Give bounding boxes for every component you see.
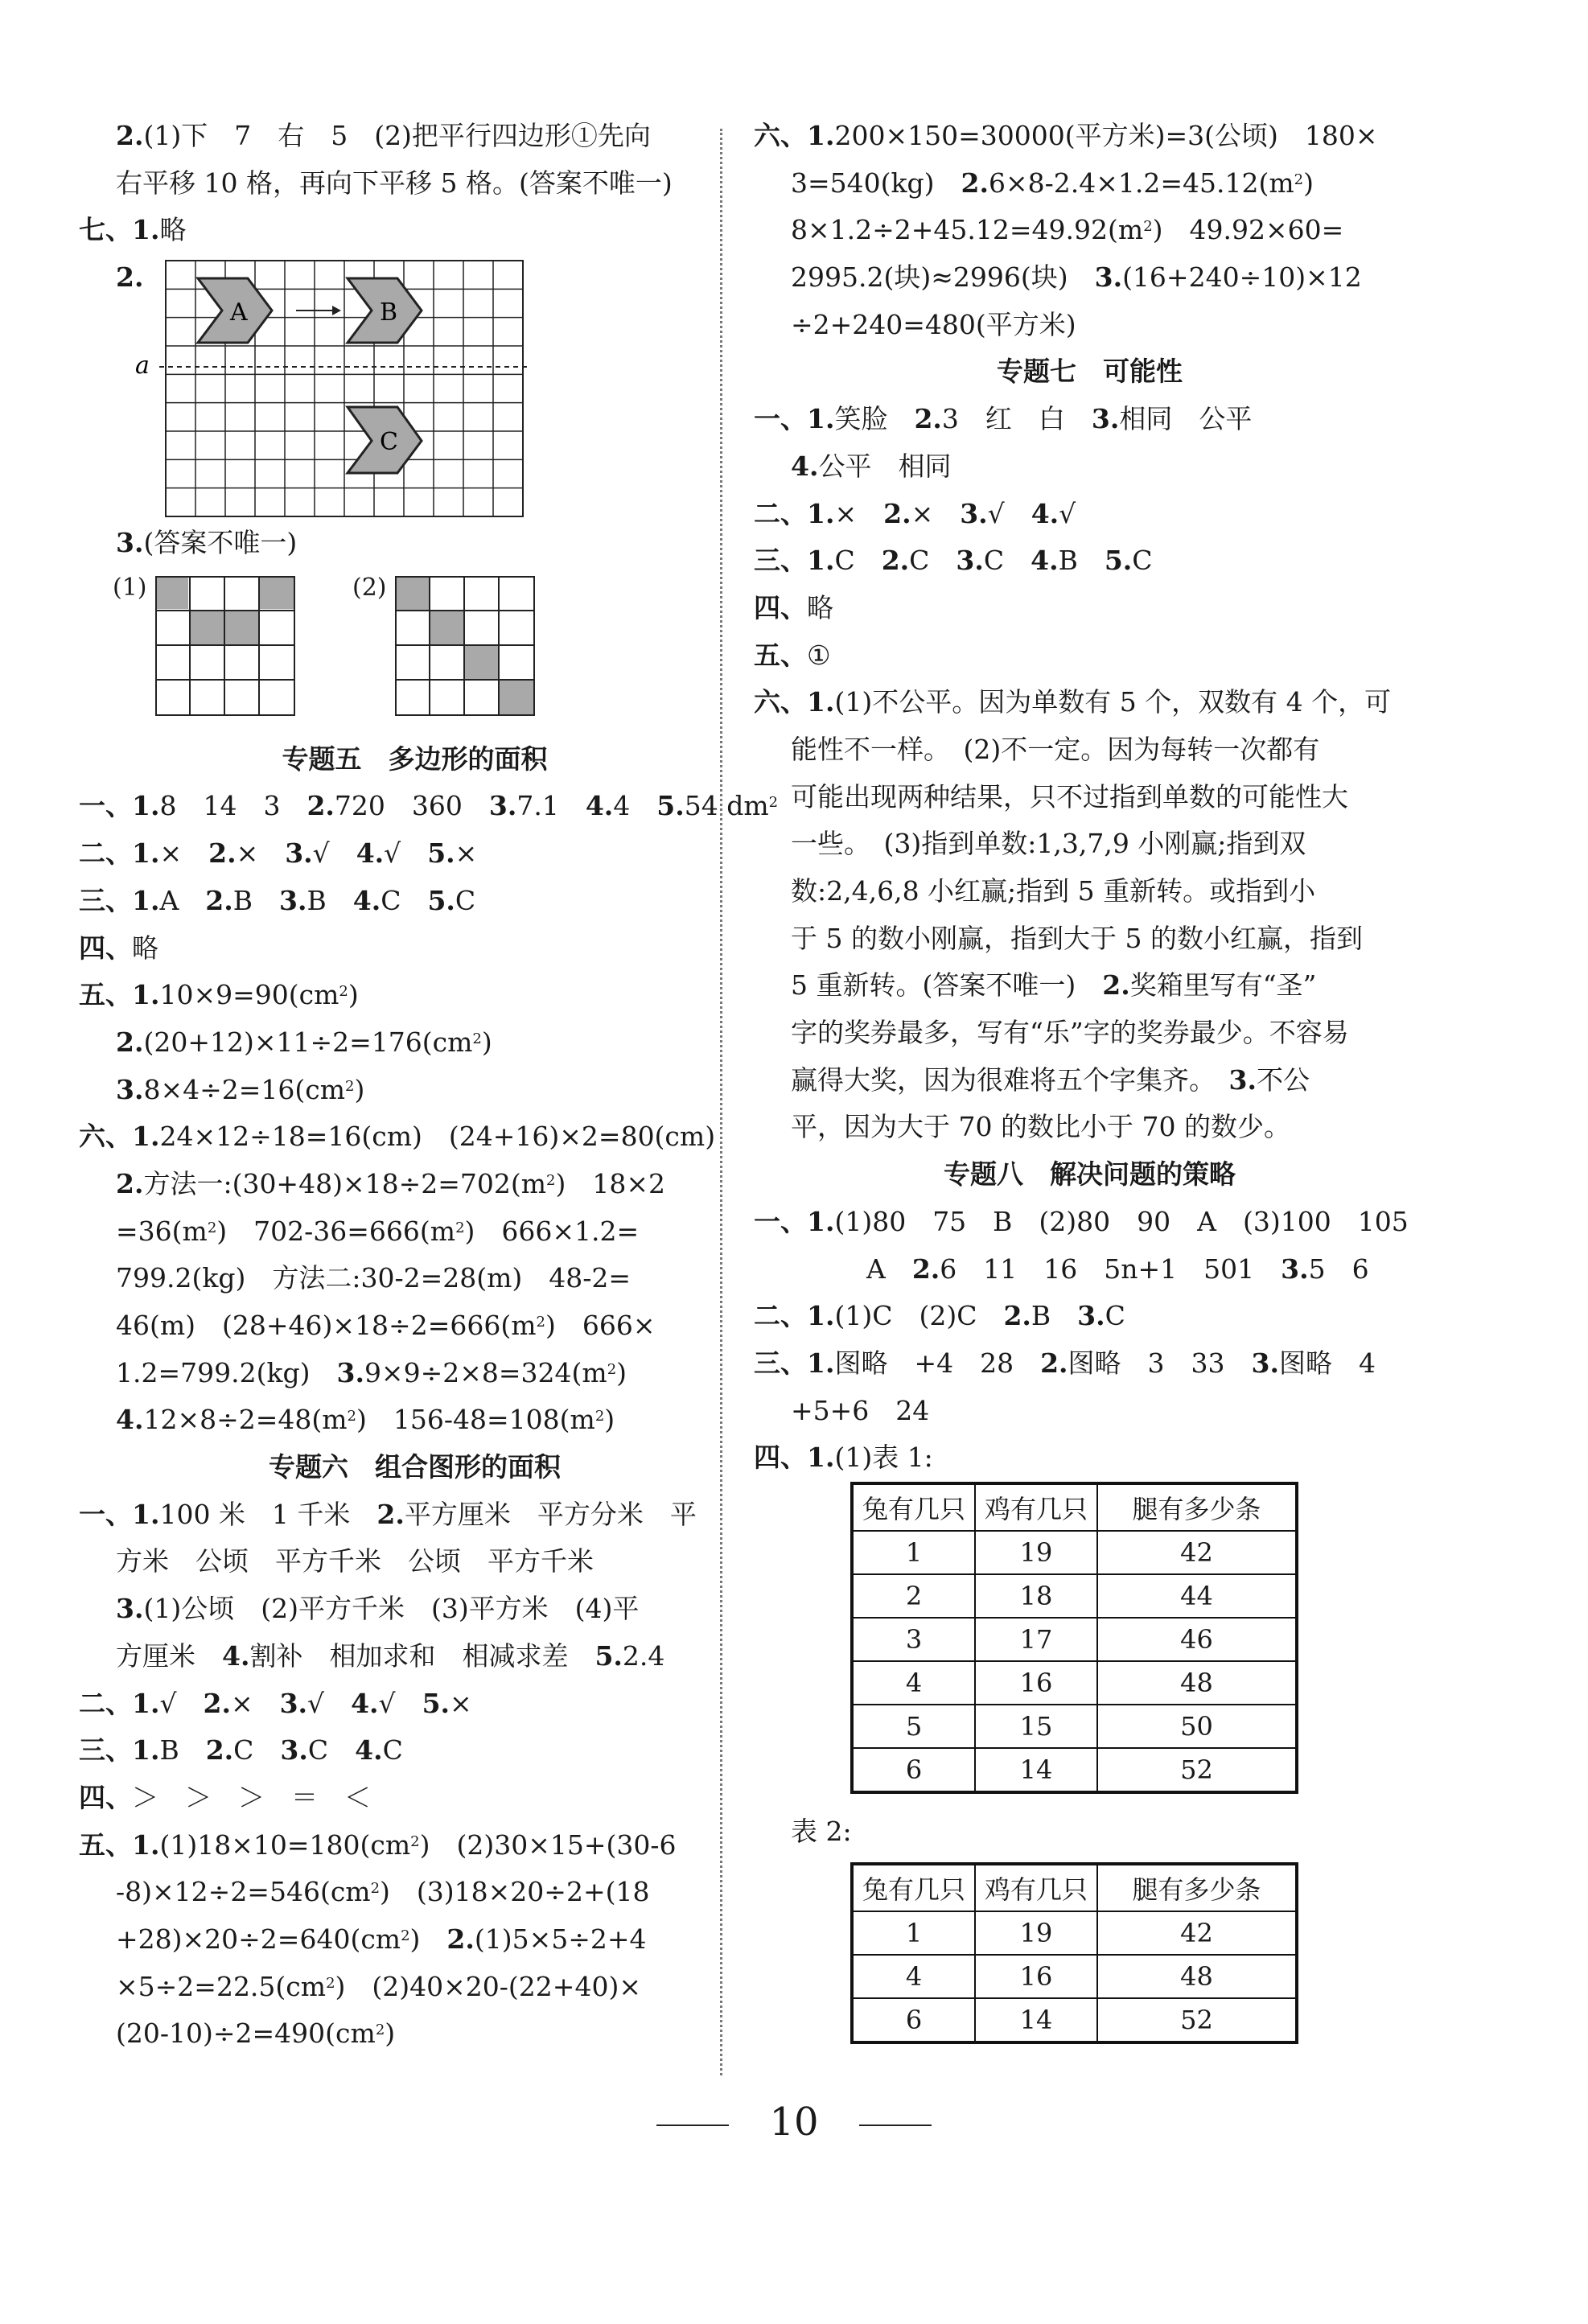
section-title-5: 专题五 多边形的面积: [282, 742, 548, 775]
cell: 4: [852, 1661, 975, 1705]
answer-line: 3.(1)公顷 (2)平方千米 (3)平方米 (4)平: [116, 1593, 640, 1625]
table-header: 鸡有几只: [975, 1864, 1097, 1911]
cell: 15: [975, 1705, 1097, 1748]
answer-line: 三、1.A 2.B 3.B 4.C 5.C: [79, 884, 476, 916]
answer-line: 46(m) $(28+46)\times 18\div 2=666(m^2)$ 666×: [116, 1310, 656, 1341]
label-a: A: [230, 298, 248, 327]
cell: 16: [975, 1955, 1097, 1998]
answer-line: 一、1.8 14 3 2.720 360 3.7.1 4.4 5.54 $dm^2$: [79, 790, 779, 822]
table-row: [852, 1748, 1297, 1792]
answer-line: ÷2+240=480(平方米): [791, 308, 1076, 340]
left-column: [79, 113, 779, 2058]
cell: 14: [975, 1748, 1097, 1792]
answer-line: $2.(20+12)\times 11\div 2=176(cm^2)$: [116, 1026, 492, 1058]
answer-line: 六、1.(1)不公平。因为单数有 5 个，双数有 4 个，可: [754, 686, 1392, 718]
answer-line: A 2.6 11 16 5n+1 501 3.5 6: [866, 1252, 1369, 1285]
cell: 42: [1097, 1911, 1297, 1955]
answer-line: 六、1.24×12÷18=16(cm) (24+16)×2=80(cm): [79, 1121, 716, 1153]
answer-line: 1.2=799.2(kg) $3.9\times 9\div 2\times 8=324(m^2)$: [116, 1356, 627, 1388]
answer-line: 右平移 10 格，再向下平移 5 格。(答案不唯一): [116, 167, 673, 199]
dash-left: [656, 2125, 729, 2126]
cell: 1: [852, 1911, 975, 1955]
answer-line: $=36(m^2)$ $702-36=666(m^2)$ 666×1.2=: [116, 1215, 640, 1247]
cell: 5: [852, 1705, 975, 1748]
answer-line: 3=540(kg) $2.6\times 8-2.4\times 1.2=45.12(m^2)$: [791, 167, 1314, 199]
table-header: 兔有几只: [852, 1483, 975, 1531]
table-header: 鸡有几只: [975, 1483, 1097, 1531]
cell: 6: [852, 1998, 975, 2042]
right-column: [754, 113, 1425, 2044]
axis-label: a: [135, 352, 150, 380]
section-title-8: 专题八 解决问题的策略: [944, 1158, 1236, 1191]
answer-line: 2.(1)下 7 右 5 (2)把平行四边形①先向: [116, 120, 651, 151]
grid-label-1: (1): [113, 573, 147, 602]
answer-line: 五、①: [754, 639, 831, 671]
translation-figure: [79, 254, 751, 520]
grid-label-2: (2): [352, 573, 387, 602]
answer-line: 五、$1.10\times 9=90(cm^2)$: [79, 979, 359, 1011]
answer-line: 四、略: [79, 932, 158, 964]
answer-line: 2995.2(块)≈2996(块) 3.(16+240÷10)×12: [791, 261, 1362, 294]
grid-figures: [79, 567, 751, 736]
answer-line: 可能出现两种结果，只不过指到单数的可能性大: [791, 780, 1348, 812]
answer-line: 二、1.√ 2.× 3.√ 4.√ 5.×: [79, 1687, 472, 1719]
table-row: [852, 1911, 1297, 1955]
answer-line: 3.(答案不唯一): [116, 527, 298, 559]
answer-line: 平，因为大于 70 的数比小于 70 的数少。: [791, 1111, 1290, 1143]
cell: 52: [1097, 1998, 1297, 2042]
answer-line: 能性不一样。 (2)不一定。因为每转一次都有: [791, 733, 1320, 765]
table-row: [852, 1661, 1297, 1705]
answer-line: 一、1.(1)80 75 B (2)80 90 A (3)100 105: [754, 1205, 1409, 1237]
section-title-6: 专题六 组合图形的面积: [269, 1451, 561, 1483]
cell: 6: [852, 1748, 975, 1792]
label-c: C: [380, 428, 398, 457]
cell: 2: [852, 1574, 975, 1618]
grid-diagram: [79, 254, 594, 520]
cell: 42: [1097, 1531, 1297, 1574]
cell: 52: [1097, 1748, 1297, 1792]
cell: 50: [1097, 1705, 1297, 1748]
answer-line: 二、1.× 2.× 3.√ 4.√ 5.×: [79, 837, 478, 870]
answer-line: 于 5 的数小刚赢，指到大于 5 的数小红赢，指到: [791, 922, 1363, 954]
answer-line: 三、1.B 2.C 3.C 4.C: [79, 1734, 403, 1767]
cell: 46: [1097, 1618, 1297, 1661]
cell: 44: [1097, 1574, 1297, 1618]
table-row: [852, 1618, 1297, 1661]
cell: 19: [975, 1911, 1097, 1955]
cell: 17: [975, 1618, 1097, 1661]
cell: 3: [852, 1618, 975, 1661]
answer-line: 一、1.笑脸 2.3 红 白 3.相同 公平: [754, 403, 1253, 435]
cell: 18: [975, 1574, 1097, 1618]
grid-2: [394, 575, 536, 717]
answer-line: 方米 公顷 平方千米 公顷 平方千米: [116, 1545, 594, 1577]
answer-line: 5 重新转。(答案不唯一) 2.奖箱里写有“圣”: [791, 969, 1317, 1002]
cell: 1: [852, 1531, 975, 1574]
table-header: 腿有多少条: [1097, 1864, 1297, 1911]
answer-line: 字的奖券最多，写有“乐”字的奖券最少。不容易: [791, 1017, 1349, 1049]
answer-line: 三、1.图略 +4 28 2.图略 3 33 3.图略 4: [754, 1347, 1376, 1379]
table-2: [850, 1862, 1298, 2044]
answer-line: 六、1.200×150=30000(平方米)=3(公顷) 180×: [754, 120, 1378, 151]
page-number-text: 10: [769, 2100, 819, 2145]
label-b: B: [380, 298, 398, 327]
answer-line: 799.2(kg) 方法二:30-2=28(m) 48-2=: [116, 1262, 631, 1294]
answer-line: 2.方法一$:(30+48)\times 18\div 2=702(m^2)$ 18×2: [116, 1167, 666, 1199]
answer-line: 一、1.100 米 1 千米 2.平方厘米 平方分米 平: [79, 1498, 697, 1530]
answer-line: 四、＞ ＞ ＞ ＝ ＜: [79, 1781, 371, 1813]
table-row: [852, 1998, 1297, 2042]
table-row: [852, 1531, 1297, 1574]
answer-line: 三、1.C 2.C 3.C 4.B 5.C: [754, 545, 1153, 577]
table-row: [852, 1955, 1297, 1998]
answer-line: $+28)\times 20\div 2=640(cm^2)$ 2.(1)5×5÷2+4: [116, 1923, 647, 1955]
cell: 14: [975, 1998, 1097, 2042]
section-title-7: 专题七 可能性: [997, 356, 1183, 388]
answer-line: $(20-10)\div 2=490(cm^2)$: [116, 2018, 396, 2050]
cell: 48: [1097, 1955, 1297, 1998]
table-row: [852, 1574, 1297, 1618]
table-row: [852, 1705, 1297, 1748]
cell: 16: [975, 1661, 1097, 1705]
answer-line: $4.12\times 8\div 2=48(m^2)$ $156-48=108(m^2)$: [116, 1404, 615, 1436]
answer-line: +5+6 24: [791, 1394, 930, 1426]
grid-1: [154, 575, 296, 717]
answer-line: 4.公平 相同: [791, 450, 952, 482]
answer-line: $3.8\times 4\div 2=16(cm^2)$: [116, 1073, 365, 1105]
answer-line: 方厘米 4.割补 相加求和 相减求差 5.2.4: [116, 1639, 665, 1672]
answer-line: $-8)\times 12\div 2=546(cm^2)$ (3)18×20÷2+(18: [116, 1876, 650, 1908]
answer-line: 四、略: [754, 591, 833, 623]
cell: 4: [852, 1955, 975, 1998]
answer-line: 五、$1.(1)18\times 10=180(cm^2)$ (2)30×15+(30-6: [79, 1828, 677, 1861]
table-2-label: 表 2:: [791, 1815, 852, 1847]
answer-line: $\times 5\div 2=22.5(cm^2)$ (2)40×20-(22+40)×: [116, 1970, 641, 2002]
answer-line: 数:2,4,6,8 小红赢;指到 5 重新转。或指到小: [791, 875, 1316, 907]
answer-line: 七、1.略: [79, 214, 187, 246]
table-header: 腿有多少条: [1097, 1483, 1297, 1531]
answer-line: $8\times 1.2\div 2+45.12=49.92(m^2)$ 49.92×60=: [791, 214, 1344, 246]
table-1: [850, 1482, 1298, 1794]
cell: 19: [975, 1531, 1097, 1574]
table-header: 兔有几只: [852, 1864, 975, 1911]
answer-line: 二、1.× 2.× 3.√ 4.√: [754, 497, 1076, 529]
answer-line: 一些。 (3)指到单数:1,3,7,9 小刚赢;指到双: [791, 828, 1306, 860]
answer-line: 赢得大奖，因为很难将五个字集齐。 3.不公: [791, 1063, 1310, 1096]
answer-line: 二、1.(1)C (2)C 2.B 3.C: [754, 1300, 1125, 1332]
answer-line: 四、1.(1)表 1:: [754, 1442, 933, 1474]
question-number: 2.: [116, 261, 144, 294]
dash-right: [859, 2125, 932, 2126]
cell: 48: [1097, 1661, 1297, 1705]
page-number: [0, 2100, 1588, 2145]
